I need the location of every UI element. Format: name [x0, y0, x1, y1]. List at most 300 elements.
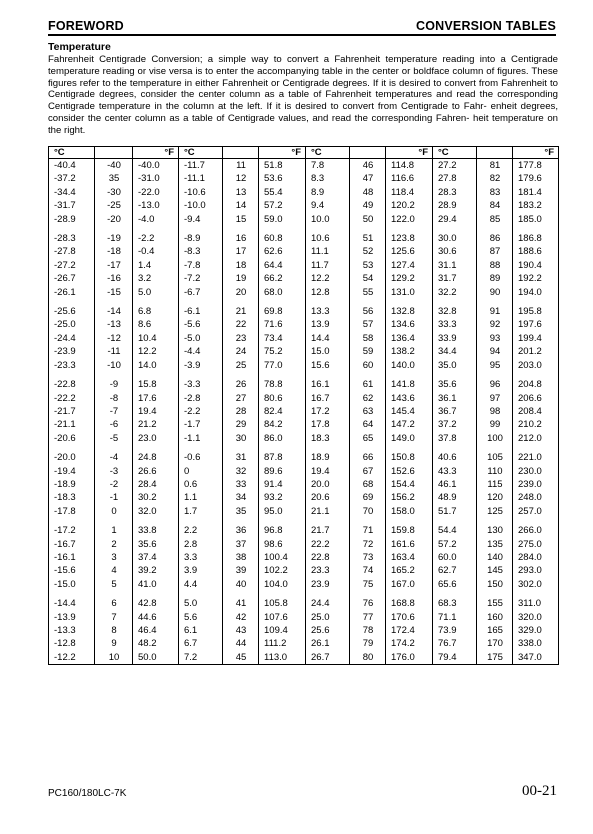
table-cell: 113.0	[259, 651, 306, 665]
table-row	[49, 551, 559, 564]
table-cell: 6	[95, 597, 133, 610]
table-cell: 15.0	[306, 345, 350, 358]
table-cell: -3	[95, 465, 133, 478]
table-cell: 10.6	[306, 232, 350, 245]
header-cell: °C	[306, 147, 350, 159]
table-cell: -9	[95, 378, 133, 391]
table-cell: 194.0	[513, 286, 559, 299]
table-cell: 36	[223, 524, 259, 537]
header-cell: °F	[513, 147, 559, 159]
table-cell: -8	[95, 392, 133, 405]
table-row	[49, 624, 559, 637]
table-cell: 149.0	[386, 432, 433, 445]
table-cell: 22.2	[306, 538, 350, 551]
table-cell: 95.0	[259, 505, 306, 518]
table-cell: 170.6	[386, 611, 433, 624]
table-cell: 55	[350, 286, 386, 299]
table-cell: 3.9	[179, 564, 223, 577]
table-cell: 50.0	[133, 651, 179, 665]
table-cell: -20	[95, 213, 133, 226]
table-cell: 5.0	[179, 597, 223, 610]
table-cell: -16	[95, 272, 133, 285]
table-body	[49, 159, 559, 665]
table-cell: 73.4	[259, 332, 306, 345]
table-cell: 71.6	[259, 318, 306, 331]
table-cell: -13	[95, 318, 133, 331]
table-cell: 89	[477, 272, 513, 285]
table-cell: 172.4	[386, 624, 433, 637]
table-cell: 158.0	[386, 505, 433, 518]
table-cell: 30.6	[433, 245, 477, 258]
header-cell: °F	[133, 147, 179, 159]
table-cell: 15.8	[133, 378, 179, 391]
table-cell: 46.1	[433, 478, 477, 491]
table-cell: 60	[350, 359, 386, 372]
table-cell: 6.1	[179, 624, 223, 637]
table-cell: -17.2	[49, 524, 95, 537]
page-header	[48, 19, 556, 36]
table-cell: -27.2	[49, 259, 95, 272]
table-cell: -25	[95, 199, 133, 212]
page-number: 00-21	[522, 783, 557, 799]
table-cell: 17.8	[306, 418, 350, 431]
table-cell: -4.4	[179, 345, 223, 358]
table-cell: 78.8	[259, 378, 306, 391]
table-cell: 165.2	[386, 564, 433, 577]
table-cell: 35.6	[433, 378, 477, 391]
table-cell: 34	[223, 491, 259, 504]
table-cell: 17	[223, 245, 259, 258]
table-cell: 138.2	[386, 345, 433, 358]
table-cell: 62	[350, 392, 386, 405]
table-cell: 90	[477, 286, 513, 299]
header-cell: °F	[259, 147, 306, 159]
table-cell: 23.3	[306, 564, 350, 577]
table-cell: -5.0	[179, 332, 223, 345]
table-cell: 239.0	[513, 478, 559, 491]
table-cell: 25.0	[306, 611, 350, 624]
table-cell: 58	[350, 332, 386, 345]
table-cell: 54.4	[433, 524, 477, 537]
table-cell: 56	[350, 305, 386, 318]
table-row	[49, 564, 559, 577]
table-cell: -5.6	[179, 318, 223, 331]
table-row	[49, 186, 559, 199]
table-cell: 5.6	[179, 611, 223, 624]
table-cell: 111.2	[259, 637, 306, 650]
table-cell: 33	[223, 478, 259, 491]
table-cell: 31.1	[433, 259, 477, 272]
table-row	[49, 359, 559, 372]
table-row	[49, 432, 559, 445]
table-cell: 177.8	[513, 159, 559, 173]
table-cell: 57.2	[433, 538, 477, 551]
table-cell: -0.4	[133, 245, 179, 258]
table-cell: 18	[223, 259, 259, 272]
table-cell: 275.0	[513, 538, 559, 551]
table-cell: 32.2	[433, 286, 477, 299]
table-cell: 28.4	[133, 478, 179, 491]
table-cell: -6.1	[179, 305, 223, 318]
table-cell: 84	[477, 199, 513, 212]
table-row	[49, 578, 559, 591]
table-cell: -8.9	[179, 232, 223, 245]
table-cell: 35.6	[133, 538, 179, 551]
table-cell: 13	[223, 186, 259, 199]
table-cell: 26.6	[133, 465, 179, 478]
table-cell: 127.4	[386, 259, 433, 272]
table-cell: -12.8	[49, 637, 95, 650]
table-cell: -31.7	[49, 199, 95, 212]
table-cell: -22.8	[49, 378, 95, 391]
table-cell: 0.6	[179, 478, 223, 491]
table-cell: 31.7	[433, 272, 477, 285]
table-cell: 32.0	[133, 505, 179, 518]
table-cell: -11.1	[179, 172, 223, 185]
table-cell: 24.8	[133, 451, 179, 464]
table-cell: 114.8	[386, 159, 433, 173]
table-cell: 98.6	[259, 538, 306, 551]
table-cell: 84.2	[259, 418, 306, 431]
table-row	[49, 159, 559, 173]
table-cell: 36.1	[433, 392, 477, 405]
table-cell: 284.0	[513, 551, 559, 564]
section-title: Temperature	[48, 41, 111, 53]
table-cell: 206.6	[513, 392, 559, 405]
table-cell: -6	[95, 418, 133, 431]
table-cell: 20	[223, 286, 259, 299]
table-cell: 152.6	[386, 465, 433, 478]
table-row	[49, 505, 559, 518]
table-cell: 48.2	[133, 637, 179, 650]
table-cell: 97	[477, 392, 513, 405]
table-cell: 10.4	[133, 332, 179, 345]
table-cell: 11.7	[306, 259, 350, 272]
table-cell: 186.8	[513, 232, 559, 245]
model-number: PC160/180LC-7K	[48, 788, 127, 799]
table-cell: 48.9	[433, 491, 477, 504]
table-cell: -17	[95, 259, 133, 272]
table-cell: 85	[477, 213, 513, 226]
table-cell: -22.2	[49, 392, 95, 405]
header-cell	[223, 147, 259, 159]
table-cell: 248.0	[513, 491, 559, 504]
table-cell: 4.4	[179, 578, 223, 591]
table-cell: 15.6	[306, 359, 350, 372]
table-cell: 71	[350, 524, 386, 537]
table-cell: -23.9	[49, 345, 95, 358]
table-cell: 12	[223, 172, 259, 185]
table-cell: 35	[95, 172, 133, 185]
table-cell: 3.3	[179, 551, 223, 564]
table-cell: 154.4	[386, 478, 433, 491]
table-row	[49, 491, 559, 504]
table-cell: 36.7	[433, 405, 477, 418]
table-cell: -14.4	[49, 597, 95, 610]
table-cell: 92	[477, 318, 513, 331]
table-cell: 44.6	[133, 611, 179, 624]
table-cell: 3	[95, 551, 133, 564]
table-cell: 100.4	[259, 551, 306, 564]
table-cell: 13.3	[306, 305, 350, 318]
table-cell: 29	[223, 418, 259, 431]
table-cell: 320.0	[513, 611, 559, 624]
table-cell: 45	[223, 651, 259, 665]
table-cell: 21.2	[133, 418, 179, 431]
table-cell: 21	[223, 305, 259, 318]
table-row	[49, 451, 559, 464]
table-cell: -19.4	[49, 465, 95, 478]
table-cell: 21.1	[306, 505, 350, 518]
table-cell: -27.8	[49, 245, 95, 258]
table-cell: 78	[350, 624, 386, 637]
table-cell: 52	[350, 245, 386, 258]
table-cell: -16.1	[49, 551, 95, 564]
table-cell: -15	[95, 286, 133, 299]
table-cell: 50	[350, 213, 386, 226]
table-cell: 27.2	[433, 159, 477, 173]
table-cell: 115	[477, 478, 513, 491]
table-cell: -2.8	[179, 392, 223, 405]
table-cell: 98	[477, 405, 513, 418]
table-row	[49, 232, 559, 245]
table-cell: 23.9	[306, 578, 350, 591]
chapter-label: CONVERSION TABLES	[416, 19, 556, 33]
table-cell: 125	[477, 505, 513, 518]
table-cell: 93.2	[259, 491, 306, 504]
table-cell: 183.2	[513, 199, 559, 212]
table-cell: 230.0	[513, 465, 559, 478]
table-cell: -26.1	[49, 286, 95, 299]
table-cell: 69	[350, 491, 386, 504]
table-cell: 9.4	[306, 199, 350, 212]
table-cell: 129.2	[386, 272, 433, 285]
table-cell: -20.6	[49, 432, 95, 445]
table-cell: 140.0	[386, 359, 433, 372]
table-cell: 67	[350, 465, 386, 478]
table-cell: 73	[350, 551, 386, 564]
table-row	[49, 245, 559, 258]
table-cell: -11	[95, 345, 133, 358]
section-label: FOREWORD	[48, 19, 124, 33]
table-cell: 24	[223, 345, 259, 358]
table-cell: -11.7	[179, 159, 223, 173]
table-cell: 176.0	[386, 651, 433, 665]
table-cell: 81	[477, 159, 513, 173]
table-row	[49, 199, 559, 212]
table-cell: 43.3	[433, 465, 477, 478]
table-cell: 93	[477, 332, 513, 345]
table-cell: 86	[477, 232, 513, 245]
table-cell: 30.2	[133, 491, 179, 504]
table-cell: 27	[223, 392, 259, 405]
table-cell: -21.1	[49, 418, 95, 431]
header-cell: °C	[433, 147, 477, 159]
table-cell: 63	[350, 405, 386, 418]
table-cell: 44	[223, 637, 259, 650]
table-cell: 22.8	[306, 551, 350, 564]
table-cell: 35.0	[433, 359, 477, 372]
table-cell: 60.0	[433, 551, 477, 564]
table-cell: 10.0	[306, 213, 350, 226]
table-cell: 11.1	[306, 245, 350, 258]
table-cell: 94	[477, 345, 513, 358]
table-cell: -28.3	[49, 232, 95, 245]
table-cell: 131.0	[386, 286, 433, 299]
table-cell: 1.7	[179, 505, 223, 518]
table-cell: 145	[477, 564, 513, 577]
table-row	[49, 478, 559, 491]
table-cell: 53	[350, 259, 386, 272]
table-cell: -34.4	[49, 186, 95, 199]
table-cell: 201.2	[513, 345, 559, 358]
table-cell: 55.4	[259, 186, 306, 199]
table-cell: 7	[95, 611, 133, 624]
table-cell: 197.6	[513, 318, 559, 331]
table-cell: 100	[477, 432, 513, 445]
table-cell: 123.8	[386, 232, 433, 245]
table-row	[49, 538, 559, 551]
table-cell: -18.9	[49, 478, 95, 491]
table-cell: -21.7	[49, 405, 95, 418]
table-cell: 66.2	[259, 272, 306, 285]
table-cell: 107.6	[259, 611, 306, 624]
table-cell: 147.2	[386, 418, 433, 431]
table-cell: 1	[95, 524, 133, 537]
table-cell: 91.4	[259, 478, 306, 491]
table-cell: 329.0	[513, 624, 559, 637]
table-row	[49, 272, 559, 285]
table-cell: -22.0	[133, 186, 179, 199]
table-cell: -25.0	[49, 318, 95, 331]
table-cell: 25.6	[306, 624, 350, 637]
table-cell: 6.7	[179, 637, 223, 650]
table-cell: 181.4	[513, 186, 559, 199]
table-cell: 9	[95, 637, 133, 650]
table-cell: 64	[350, 418, 386, 431]
table-cell: 18.9	[306, 451, 350, 464]
table-cell: 8.3	[306, 172, 350, 185]
table-cell: 109.4	[259, 624, 306, 637]
table-cell: 23.0	[133, 432, 179, 445]
table-cell: 95	[477, 359, 513, 372]
table-cell: -10	[95, 359, 133, 372]
table-cell: -31.0	[133, 172, 179, 185]
table-cell: 156.2	[386, 491, 433, 504]
table-cell: -10.6	[179, 186, 223, 199]
table-cell: 60.8	[259, 232, 306, 245]
table-cell: 96.8	[259, 524, 306, 537]
table-cell: 74	[350, 564, 386, 577]
table-cell: -3.9	[179, 359, 223, 372]
table-cell: 150.8	[386, 451, 433, 464]
table-cell: -8.3	[179, 245, 223, 258]
table-cell: 51.8	[259, 159, 306, 173]
table-cell: 86.0	[259, 432, 306, 445]
table-cell: 204.8	[513, 378, 559, 391]
table-cell: -5	[95, 432, 133, 445]
table-cell: 12.2	[133, 345, 179, 358]
table-cell: 163.4	[386, 551, 433, 564]
table-cell: 12.8	[306, 286, 350, 299]
table-cell: 7.8	[306, 159, 350, 173]
table-cell: -4.0	[133, 213, 179, 226]
table-cell: 1.4	[133, 259, 179, 272]
table-cell: 26.1	[306, 637, 350, 650]
table-cell: 16.1	[306, 378, 350, 391]
conversion-table	[48, 146, 559, 665]
table-cell: 22	[223, 318, 259, 331]
table-cell: 116.6	[386, 172, 433, 185]
table-cell: -24.4	[49, 332, 95, 345]
table-row	[49, 465, 559, 478]
table-cell: -20.0	[49, 451, 95, 464]
table-cell: 221.0	[513, 451, 559, 464]
table-row	[49, 286, 559, 299]
table-cell: -1.7	[179, 418, 223, 431]
table-cell: 37.8	[433, 432, 477, 445]
table-cell: -40.4	[49, 159, 95, 173]
table-cell: -18.3	[49, 491, 95, 504]
table-cell: 179.6	[513, 172, 559, 185]
table-cell: 62.6	[259, 245, 306, 258]
table-cell: -1	[95, 491, 133, 504]
table-cell: -9.4	[179, 213, 223, 226]
table-cell: 102.2	[259, 564, 306, 577]
table-cell: 59	[350, 345, 386, 358]
table-cell: 28.9	[433, 199, 477, 212]
table-cell: 48	[350, 186, 386, 199]
table-cell: 2.2	[179, 524, 223, 537]
table-cell: -7.8	[179, 259, 223, 272]
table-cell: -2.2	[179, 405, 223, 418]
table-cell: 21.7	[306, 524, 350, 537]
table-row	[49, 611, 559, 624]
table-cell: 82.4	[259, 405, 306, 418]
table-cell: 8	[95, 624, 133, 637]
table-cell: 72	[350, 538, 386, 551]
table-cell: 140	[477, 551, 513, 564]
table-cell: 64.4	[259, 259, 306, 272]
table-row	[49, 213, 559, 226]
table-cell: 59.0	[259, 213, 306, 226]
table-cell: 161.6	[386, 538, 433, 551]
table-cell: 43	[223, 624, 259, 637]
table-cell: 32.8	[433, 305, 477, 318]
table-cell: 159.8	[386, 524, 433, 537]
table-cell: 143.6	[386, 392, 433, 405]
table-row	[49, 524, 559, 537]
table-cell: 34.4	[433, 345, 477, 358]
table-cell: -0.6	[179, 451, 223, 464]
table-cell: 136.4	[386, 332, 433, 345]
table-cell: 77.0	[259, 359, 306, 372]
table-cell: 47	[350, 172, 386, 185]
table-cell: 16.7	[306, 392, 350, 405]
table-cell: -16.7	[49, 538, 95, 551]
table-cell: 26.7	[306, 651, 350, 665]
table-cell: 338.0	[513, 637, 559, 650]
table-cell: 168.8	[386, 597, 433, 610]
intro-paragraph: Fahrenheit Centigrade Conversion; a simple way to convert a Fahrenheit temperature reading into a Centigrade temperature reading or vise versa is to enter the accompanying table in the center or boldface column of figures. These figures refer to the temperature in either Fahrenheit or Centigrade degrees. If it is desired to convert from Fahrenheit to Centigrade degrees, consider the center column as a table of Fahrenheit temperatures and read the corresponding Centigrade temperature in the column at the left. If it is desired to convert from Centigrade to Fahr- enheit degrees, consider the center column as a table of Centigrade values, and read the corresponding Fahren- heit temperature on the right.	[48, 54, 558, 136]
table-cell: 105.8	[259, 597, 306, 610]
table-cell: 188.6	[513, 245, 559, 258]
table-cell: 99	[477, 418, 513, 431]
table-cell: 37.4	[133, 551, 179, 564]
table-cell: 30.0	[433, 232, 477, 245]
table-cell: 1.1	[179, 491, 223, 504]
table-cell: 31	[223, 451, 259, 464]
